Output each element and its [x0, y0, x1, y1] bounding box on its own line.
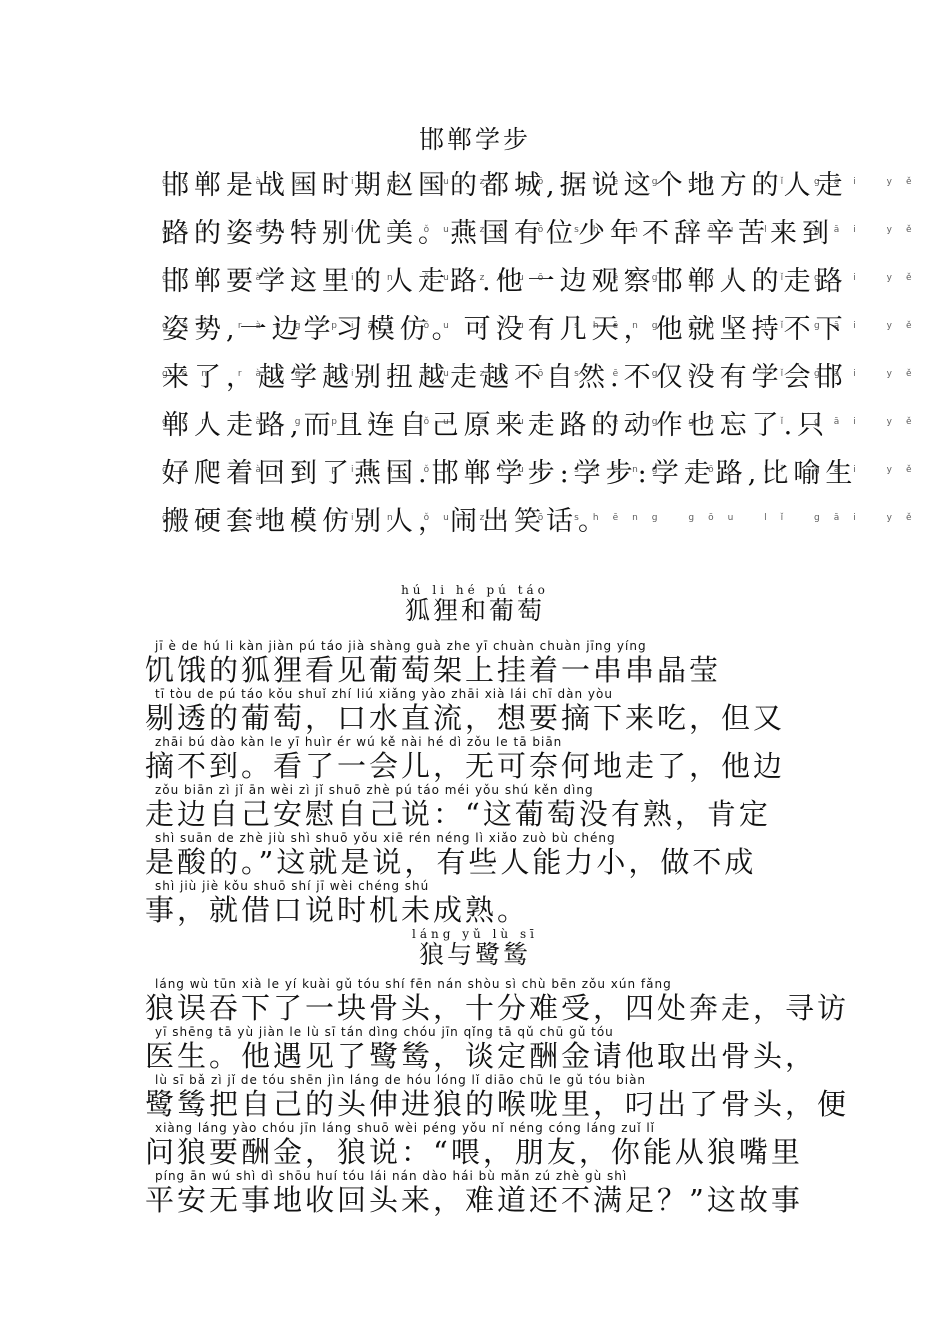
story3-line — [145, 1170, 803, 1217]
line-text: 鹭鸶把自己的头伸进狼的喉咙里，叼出了骨头，便 — [145, 1087, 850, 1121]
line-pinyin: tī tòu de pú táo kǒu shuǐ zhí liú xiǎng yào zhāi xià lái chī dàn yòu — [155, 687, 613, 701]
line-pinyin: zhāi bú dào kàn le yī huìr ér wú kě nài hé dì zǒu le tā biān — [155, 735, 563, 749]
story3-title-text: 狼与鹭鸶 — [418, 940, 531, 969]
story2-line — [145, 832, 756, 879]
story1-title: 邯郸学步 — [418, 125, 531, 154]
line-text: 饥饿的狐狸看见葡萄架上挂着一串串晶莹 — [145, 653, 722, 687]
line-pinyin: shì suān de zhè jiù shì shuō yǒu xiē rén néng lì xiǎo zuò bù chéng — [155, 831, 616, 845]
line-text: 问狼要酬金，狼说：“喂，朋友，你能从狼嘴里 — [145, 1135, 803, 1169]
story1-line: gēn ràng pián ǒu zhuō shēng gōu lǐ gāi yě 邯郸是战国时期赵国的都城,据说这个地方的人走 — [162, 170, 812, 202]
story1-line: gēn ràng pián ǒu zhuō shēng gōu lǐ gāi yě 路的姿势特别优美。燕国有位少年不辞辛苦来到 — [162, 218, 812, 250]
line-text: 走边自己安慰自己说：“这葡萄没有熟，肯定 — [145, 797, 771, 831]
line-text: 摘不到。看了一会儿，无可奈何地走了，他边 — [145, 749, 786, 783]
story2-line — [145, 640, 721, 687]
line-pinyin: xiàng láng yào chóu jīn láng shuō wèi péng yǒu nǐ néng cóng láng zuǐ lǐ — [155, 1121, 656, 1135]
line-pinyin: láng wù tūn xià le yí kuài gǔ tóu shí fēn nán shòu sì chù bēn zǒu xún fǎng — [155, 977, 672, 991]
story2-line — [145, 688, 785, 735]
story1-line: gēn ràng pián ǒu zhuō shēng gōu lǐ gāi yě 搬硬套地模仿别人，闹出笑话。 — [162, 506, 812, 538]
line-text: 剔透的葡萄，口水直流，想要摘下来吃，但又 — [145, 701, 786, 735]
line-pinyin: lù sī bǎ zì jǐ de tóu shēn jìn láng de hóu lóng lǐ diāo chū le gǔ tóu biàn — [155, 1073, 647, 1087]
line-pinyin: zǒu biān zì jǐ ān wèi zì jǐ shuō zhè pú táo méi yǒu shú kěn dìng — [155, 783, 594, 797]
story2-title-text: 狐狸和葡萄 — [404, 596, 545, 625]
line-pinyin: shì jiù jiè kǒu shuō shí jī wèi chéng shú — [155, 879, 430, 893]
story1-line: gēn ràng pián ǒu zhuō shēng gōu lǐ gāi yě 来了，越学越别扭越走越不自然.不仅没有学会邯 — [162, 362, 812, 394]
story3-line — [145, 1122, 803, 1169]
story1-line: gēn ràng pián ǒu zhuō shēng gōu lǐ gāi yě 郸人走路,而且连自己原来走路的动作也忘了.只 — [162, 410, 812, 442]
line-text: 是酸的。”这就是说，有些人能力小，做不成 — [145, 845, 757, 879]
story3-line — [145, 1026, 817, 1073]
story1-line: gēn ràng pián ǒu zhuō shēng gōu lǐ gāi yě 姿势,一边学习模仿。可没有几天，他就坚持不下 — [162, 314, 812, 346]
line-text: 事，就借口说时机未成熟。 — [145, 893, 530, 927]
story2-line — [145, 784, 771, 831]
story3-title — [0, 928, 950, 970]
line-text: 平安无事地收回头来，难道还不满足？”这故事 — [145, 1183, 803, 1217]
story1-line: gēn ràng pián ǒu zhuō shēng gōu lǐ gāi yě 邯郸要学这里的人走路.他一边观察邯郸人的走路 — [162, 266, 812, 298]
line-pinyin: jī è de hú li kàn jiàn pú táo jià shàng guà zhe yī chuàn chuàn jīng yíng — [155, 639, 647, 653]
story2-title — [0, 584, 950, 626]
line-pinyin: píng ān wú shì dì shōu huí tóu lái nán dào hái bù mǎn zú zhè gù shì — [155, 1169, 628, 1183]
story2-line — [145, 880, 529, 927]
line-text: 狼误吞下了一块骨头，十分难受，四处奔走，寻访 — [145, 991, 850, 1025]
story3-line — [145, 978, 849, 1025]
story2-line — [145, 736, 785, 783]
story3-title-pinyin: láng yǔ lù sī — [412, 927, 538, 941]
story2-title-pinyin: hú li hé pú táo — [401, 583, 549, 597]
line-text: 医生。他遇见了鹭鸶，谈定酬金请他取出骨头， — [145, 1039, 818, 1073]
story1-line: gēn ràng pián ǒu zhuō shēng gōu lǐ gāi yě 好爬着回到了燕国.邯郸学步:学步:学走路,比喻生 — [162, 458, 812, 490]
line-pinyin: yī shēng tā yù jiàn le lù sī tán dìng chóu jīn qǐng tā qǔ chū gǔ tóu — [155, 1025, 614, 1039]
story3-line — [145, 1074, 849, 1121]
